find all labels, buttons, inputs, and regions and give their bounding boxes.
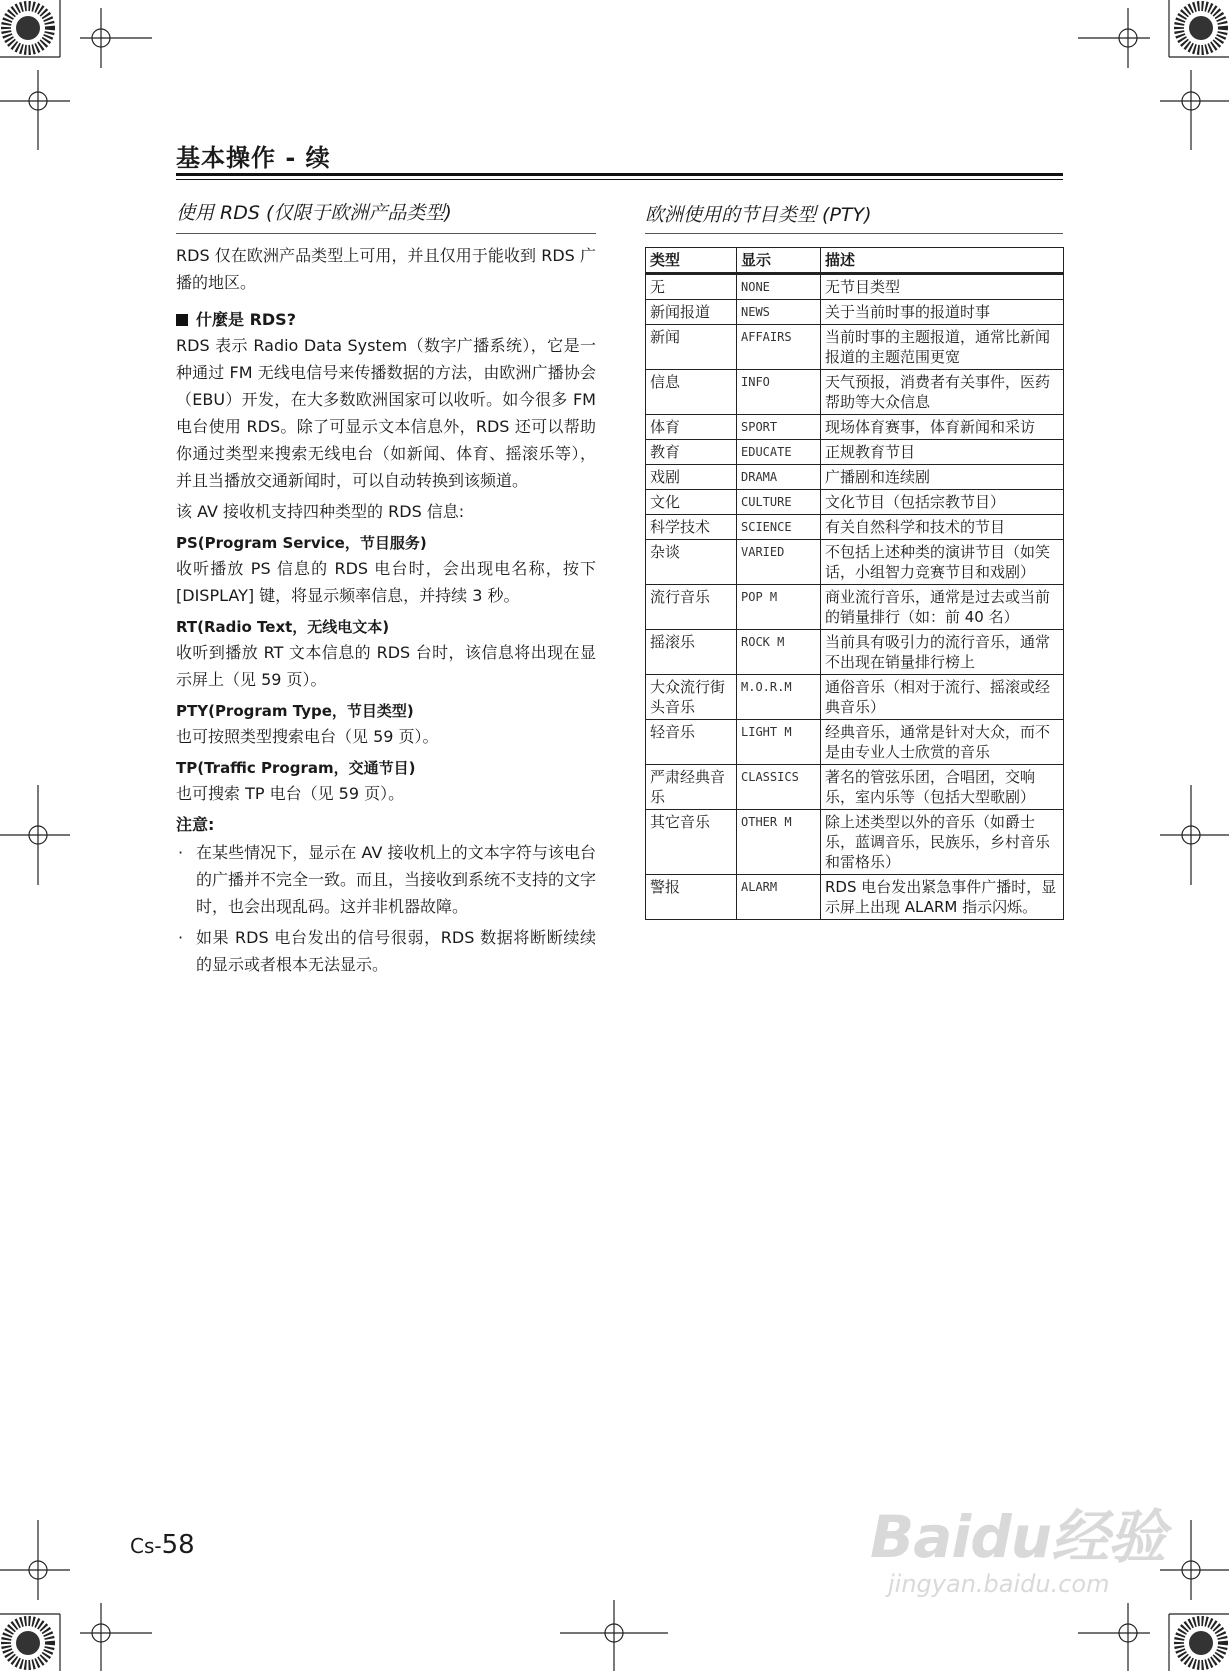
pty-body: 也可按照类型搜索电台（见 59 页）。 (176, 727, 439, 746)
table-row (646, 490, 1064, 515)
cell-description: 正规教育节目 (821, 440, 1064, 465)
table-row (646, 440, 1064, 465)
table-row (646, 810, 1064, 875)
cell-display: VARIED (737, 540, 821, 585)
table-row (646, 325, 1064, 370)
column-header-type: 类型 (646, 248, 737, 274)
cell-display: POP M (737, 585, 821, 630)
page-number (130, 1530, 195, 1560)
header-rule-thin (176, 179, 1063, 180)
cell-display: CLASSICS (737, 765, 821, 810)
cell-type: 摇滚乐 (646, 630, 737, 675)
note-item: · 在某些情况下，显示在 AV 接收机上的文本字符与该电台的广播并不完全一致。而且，当接收到系统不支持的文字时，也会出现乱码。这并非机器故障。 (176, 839, 596, 920)
right-column (645, 200, 1063, 920)
cell-display: EDUCATE (737, 440, 821, 465)
column-header-description: 描述 (821, 248, 1064, 274)
table-row (646, 630, 1064, 675)
column-header-display: 显示 (737, 248, 821, 274)
cell-description: 商业流行音乐，通常是过去或当前的销量排行（如：前 40 名） (821, 585, 1064, 630)
left-column (176, 200, 596, 982)
what-is-rds-body: RDS 表示 Radio Data System（数字广播系统），它是一种通过 FM 无线电信号来传播数据的方法，由欧洲广播协会（EBU）开发，在大多数欧洲国家可以收听。如今很多 FM 电台使用 RDS。除了可显示文本信息外，RDS 还可以帮助你通过类型来搜索无线电台（如新闻、体育、摇滚乐等），并且当播放交通新闻时，可以自动转换到该频道。 (176, 336, 596, 490)
cell-description: 当前时事的主题报道，通常比新闻报道的主题范围更宽 (821, 325, 1064, 370)
cell-description: 现场体育赛事，体育新闻和采访 (821, 415, 1064, 440)
cell-type: 大众流行街头音乐 (646, 675, 737, 720)
watermark-brand: Baidu经验 (870, 1503, 1166, 1571)
cell-description: 不包括上述种类的演讲节目（如笑话，小组智力竞赛节目和戏剧） (821, 540, 1064, 585)
rds-intro: RDS 仅在欧洲产品类型上可用，并且仅用于能收到 RDS 广播的地区。 (176, 246, 596, 292)
rds-section-title: 使用 RDS (仅限于欧洲产品类型) (176, 200, 596, 234)
cell-display: DRAMA (737, 465, 821, 490)
cell-type: 体育 (646, 415, 737, 440)
cell-type: 教育 (646, 440, 737, 465)
rt-body: 收听到播放 RT 文本信息的 RDS 台时，该信息将出现在显示屏上（见 59 页）。 (176, 643, 596, 689)
cell-display: ALARM (737, 875, 821, 920)
cell-description: 文化节目（包括宗教节目） (821, 490, 1064, 515)
note-list (176, 839, 596, 978)
cell-type: 杂谈 (646, 540, 737, 585)
pty-table-body (646, 274, 1064, 920)
tp-body: 也可搜索 TP 电台（见 59 页）。 (176, 784, 405, 803)
page-prefix: Cs- (130, 1534, 162, 1558)
table-row (646, 300, 1064, 325)
cell-description: 有关自然科学和技术的节目 (821, 515, 1064, 540)
table-row (646, 415, 1064, 440)
cell-type: 科学技术 (646, 515, 737, 540)
cell-type: 严肃经典音乐 (646, 765, 737, 810)
cell-description: 关于当前时事的报道时事 (821, 300, 1064, 325)
cell-description: 天气预报，消费者有关事件，医药帮助等大众信息 (821, 370, 1064, 415)
table-row (646, 515, 1064, 540)
page-header-title: 基本操作 - 续 (176, 144, 331, 172)
cell-display: NEWS (737, 300, 821, 325)
table-row (646, 370, 1064, 415)
cell-type: 警报 (646, 875, 737, 920)
cell-description: 经典音乐，通常是针对大众，而不是由专业人士欣赏的音乐 (821, 720, 1064, 765)
table-row (646, 585, 1064, 630)
cell-display: AFFAIRS (737, 325, 821, 370)
header-rule (176, 173, 1063, 176)
table-row (646, 875, 1064, 920)
cell-type: 无 (646, 274, 737, 300)
ps-body: 收听播放 PS 信息的 RDS 电台时，会出现电名称，按下 [DISPLAY] 键，将显示频率信息，并持续 3 秒。 (176, 559, 596, 605)
cell-type: 新闻 (646, 325, 737, 370)
pty-title: PTY(Program Type，节目类型) (176, 702, 414, 720)
cell-description: 广播剧和连续剧 (821, 465, 1064, 490)
rt-title: RT(Radio Text，无线电文本) (176, 618, 390, 636)
cell-type: 其它音乐 (646, 810, 737, 875)
supports-text: 该 AV 接收机支持四种类型的 RDS 信息: (176, 502, 465, 521)
cell-description: 著名的管弦乐团，合唱团，交响乐，室内乐等（包括大型歌剧） (821, 765, 1064, 810)
cell-description: 除上述类型以外的音乐（如爵士乐，蓝调音乐，民族乐，乡村音乐和雷格乐） (821, 810, 1064, 875)
table-row (646, 465, 1064, 490)
note-title: 注意: (176, 815, 215, 834)
cell-display: INFO (737, 370, 821, 415)
square-bullet-icon (176, 314, 188, 326)
cell-type: 信息 (646, 370, 737, 415)
page-number-value: 58 (161, 1530, 195, 1560)
table-row (646, 720, 1064, 765)
cell-display: OTHER M (737, 810, 821, 875)
table-row (646, 765, 1064, 810)
tp-title: TP(Traffic Program，交通节目) (176, 759, 416, 777)
cell-description: 无节目类型 (821, 274, 1064, 300)
cell-display: ROCK M (737, 630, 821, 675)
table-row (646, 540, 1064, 585)
cell-description: 当前具有吸引力的流行音乐，通常不出现在销量排行榜上 (821, 630, 1064, 675)
cell-display: NONE (737, 274, 821, 300)
cell-display: SCIENCE (737, 515, 821, 540)
cell-type: 轻音乐 (646, 720, 737, 765)
cell-description: 通俗音乐（相对于流行、摇滚或经典音乐） (821, 675, 1064, 720)
cell-type: 文化 (646, 490, 737, 515)
cell-description: RDS 电台发出紧急事件广播时，显示屏上出现 ALARM 指示闪烁。 (821, 875, 1064, 920)
cell-display: LIGHT M (737, 720, 821, 765)
note-item: · 如果 RDS 电台发出的信号很弱，RDS 数据将断断续续的显示或者根本无法显示。 (176, 924, 596, 978)
cell-display: SPORT (737, 415, 821, 440)
baidu-watermark (870, 1480, 1170, 1610)
cell-display: M.O.R.M (737, 675, 821, 720)
pty-table (645, 247, 1064, 920)
cell-display: CULTURE (737, 490, 821, 515)
watermark-url: jingyan.baidu.com (888, 1570, 1110, 1598)
table-header-row (646, 248, 1064, 274)
pty-section-title: 欧洲使用的节目类型 (PTY) (645, 200, 1063, 234)
table-row (646, 274, 1064, 300)
what-is-rds-heading: 什麼是 RDS? (176, 308, 596, 332)
cell-type: 戏剧 (646, 465, 737, 490)
table-row (646, 675, 1064, 720)
cell-type: 新闻报道 (646, 300, 737, 325)
cell-type: 流行音乐 (646, 585, 737, 630)
ps-title: PS(Program Service，节目服务) (176, 534, 427, 552)
